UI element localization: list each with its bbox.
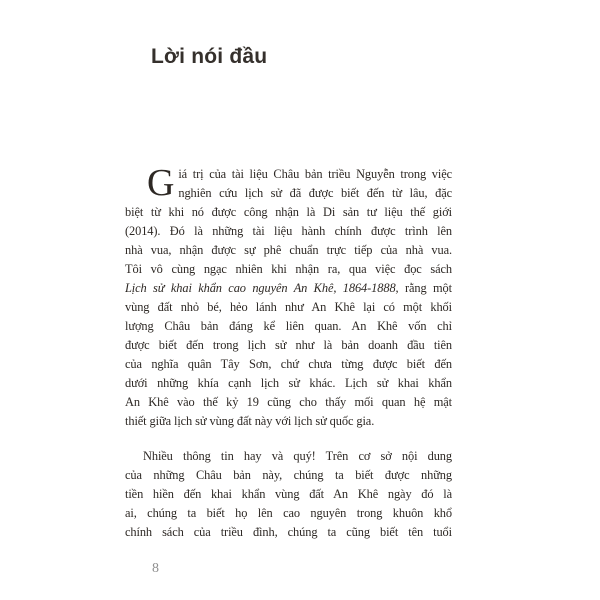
body-line: biệt từ khi nó được công nhận là Di sản tư liệu thế giới [125, 205, 452, 219]
body-line: chính sách của triều đình, chúng ta cũng biết tên tuổi [125, 525, 452, 539]
body-text [125, 162, 452, 542]
body-line: iá trị của tài liệu Châu bản triều Nguyễn trong việc [178, 167, 452, 181]
body-line: Nhiều thông tin hay và quý! Trên cơ sở nội dung [143, 449, 452, 463]
body-line: tiền hiền đến khai khẩn vùng đất An Khê ngày đó là [125, 487, 452, 501]
page-title: Lời nói đầu [151, 45, 268, 68]
body-line: (2014). Đó là những tài liệu hành chính được trình lên [125, 224, 452, 238]
body-line: lượng Châu bản đáng kể liên quan. An Khê vốn chỉ [125, 319, 452, 333]
body-line: ai, chúng ta biết họ lên cao nguyên trong khuôn khổ [125, 506, 452, 520]
body-line: nghiên cứu lịch sử đã được biết đến từ lâu, đặc [178, 186, 452, 200]
body-line: An Khê vào thế kỷ 19 cũng cho thấy mối quan hệ mật [125, 395, 452, 409]
body-line: Tôi vô cùng ngạc nhiên khi nhận ra, qua việc đọc sách [125, 262, 452, 276]
body-line: nhà vua, nhận được sự phê chuẩn trực tiếp của nhà vua. [125, 243, 452, 257]
paragraph-1 [125, 162, 452, 431]
book-title-italic: Lịch sử khai khẩn cao nguyên An Khê, 1864-1888, [125, 281, 399, 295]
body-line: của nghĩa quân Tây Sơn, chứ chưa từng được biết đến [125, 357, 452, 371]
body-line: dưới những khía cạnh lịch sử khác. Lịch sử khai khẩn [125, 376, 452, 390]
paragraph-2 [125, 447, 452, 542]
body-line: được biết đến trong lịch sử như là bản doanh đầu tiên [125, 338, 452, 352]
body-line: vùng đất nhỏ bé, hẻo lánh như An Khê lại có một khối [125, 300, 452, 314]
drop-cap: G [147, 162, 175, 204]
body-line: thiết giữa lịch sử vùng đất này với lịch sử quốc gia. [125, 414, 375, 428]
body-line [125, 279, 452, 298]
body-line-text: rằng một [398, 281, 452, 295]
body-line: của những Châu bản này, chúng ta biết được những [125, 468, 452, 482]
page-number: 8 [152, 561, 159, 576]
